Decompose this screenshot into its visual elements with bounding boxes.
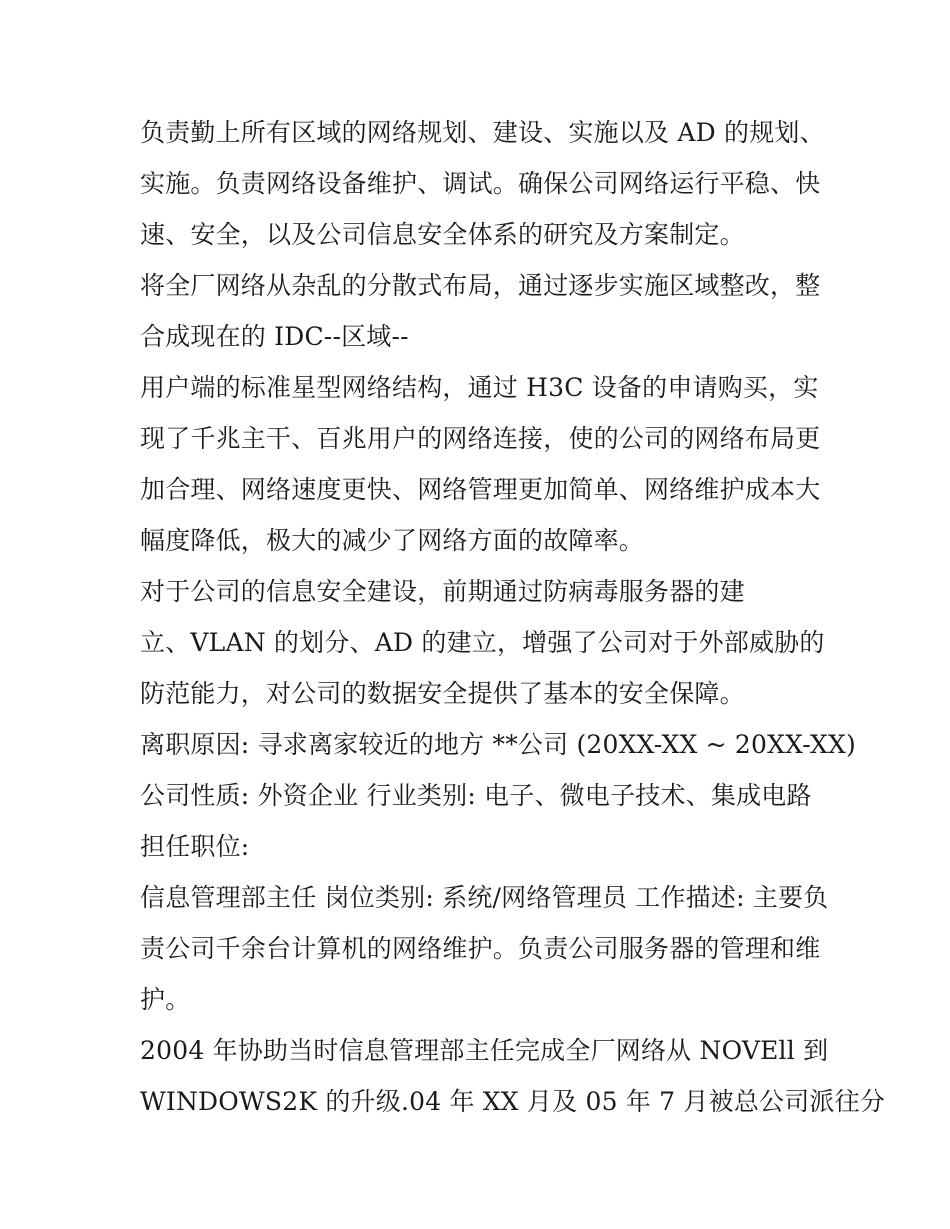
text-line-3: 速、安全，以及公司信息安全体系的研究及方案制定。 — [140, 220, 745, 249]
text-line-2: 实施。负责网络设备维护、调试。确保公司网络运行平稳、快 — [140, 169, 821, 198]
text-line-6: 用户端的标准星型网络结构，通过 H3C 设备的申请购买，实 — [140, 373, 819, 402]
text-line-16: 信息管理部主任 岗位类别: 系统/网络管理员 工作描述: 主要负 — [140, 883, 829, 912]
text-line-15: 担任职位: — [140, 832, 250, 861]
text-line-13: 离职原因: 寻求离家较近的地方 **公司 (20XX-XX ~ 20XX-XX) — [140, 730, 856, 759]
text-line-7: 现了千兆主干、百兆用户的网络连接，使的公司的网络布局更 — [140, 424, 821, 453]
text-line-17: 责公司千余台计算机的网络维护。负责公司服务器的管理和维 — [140, 934, 821, 963]
text-line-5: 合成现在的 IDC--区域-- — [140, 322, 409, 351]
text-line-9: 幅度降低，极大的减少了网络方面的故障率。 — [140, 526, 645, 555]
text-line-8: 加合理、网络速度更快、网络管理更加简单、网络维护成本大 — [140, 475, 821, 504]
text-line-19: 2004 年协助当时信息管理部主任完成全厂网络从 NOVEll 到 — [140, 1036, 829, 1065]
text-line-10: 对于公司的信息安全建设，前期通过防病毒服务器的建 — [140, 577, 745, 606]
text-line-12: 防范能力，对公司的数据安全提供了基本的安全保障。 — [140, 679, 745, 708]
text-line-4: 将全厂网络从杂乱的分散式布局，通过逐步实施区域整改，整 — [140, 271, 821, 300]
document-body — [140, 107, 886, 1127]
text-line-20: WINDOWS2K 的升级.04 年 XX 月及 05 年 7 月被总公司派往分 — [140, 1087, 886, 1116]
text-line-1: 负责勤上所有区域的网络规划、建设、实施以及 AD 的规划、 — [140, 118, 825, 147]
text-line-11: 立、VLAN 的划分、AD 的建立，增强了公司对于外部威胁的 — [140, 628, 825, 657]
text-line-14: 公司性质: 外资企业 行业类别: 电子、微电子技术、集成电路 — [140, 781, 812, 810]
text-line-18: 护。 — [140, 985, 191, 1014]
